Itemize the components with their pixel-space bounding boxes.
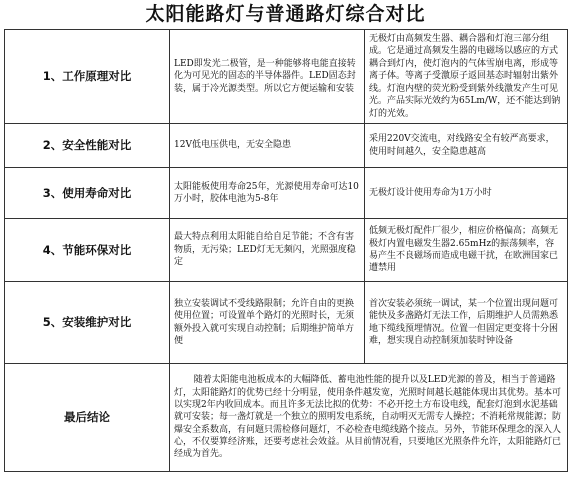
row-label: 4、节能环保对比 [5, 219, 170, 282]
row-label: 3、使用寿命对比 [5, 168, 170, 219]
solar-cell: LED即发光二极管，是一种能够将电能直接转化为可见光的固态的半导体器件。LED固态封装，属于冷光源类型。所以它方便运输和安装 [170, 30, 365, 124]
conclusion-label: 最后结论 [5, 364, 170, 472]
table-row [5, 30, 568, 124]
table-row [5, 168, 568, 219]
conclusion-row [5, 364, 568, 472]
row-label: 1、工作原理对比 [5, 30, 170, 124]
normal-cell: 低频无极灯配件厂很少，相应价格偏高；高频无极灯内置电磁发生器2.65mHz的振荡频率，容易产生不良磁场而造成电磁干扰，在欧洲国家已遭禁用 [365, 219, 568, 282]
row-label: 2、安全性能对比 [5, 124, 170, 168]
solar-cell: 太阳能板使用寿命25年，光源使用寿命可达10万小时，胶体电池为5-8年 [170, 168, 365, 219]
table-row [5, 219, 568, 282]
page-title: 太阳能路灯与普通路灯综合对比 [145, 3, 426, 25]
normal-cell: 无极灯由高频发生器、耦合器和灯泡三部分组成。它是通过高频发生器的电磁场以感应的方式耦合到灯内，使灯泡内的气体雪崩电离，形成等离子体。等离子受激原子返回基态时辐射出紫外线。灯泡内壁的荧光粉受到紫外线激发产生可见光。产品实际光效约为65Lm/W，还不能达到钠灯的光效。 [365, 30, 568, 124]
normal-cell: 无极灯设计使用寿命为1万小时 [365, 168, 568, 219]
solar-cell: 12V低电压供电，无安全隐患 [170, 124, 365, 168]
conclusion-text: 随着太阳能电池板成本的大幅降低、蓄电池性能的提升以及LED光源的普及，相当于普通路灯，太阳能路灯的优势已经十分明显，使用条件越发宽，光照时间越长越能体现出其优势。基本可以实现2年内收回成本。而且许多无法比拟的优势：不必开挖土方布设电线，配套灯泡到水泥基础就可安装；每一盏灯就是一个独立的照明发电系统，自动明灭无需专人操控；不消耗常规能源；防爆安全系数高，有问题只需检修问题灯，不必检查电缆线路个接点。另外，节能环保理念的深入人心，不仅要算经济账，还要考虑社会效益。从目前情况看，只要地区光照条件允许，太阳能路灯已经成为首先。 [170, 364, 568, 472]
comparison-table [4, 29, 568, 472]
normal-cell: 首次安装必须统一调试，某一个位置出现问题可能快及多盏路灯无法工作，后期维护人员需熟悉地下缆线预埋情况。位置一但固定更变将十分困难，想实现自动控制须加装时钟设备 [365, 282, 568, 364]
row-label: 5、安装维护对比 [5, 282, 170, 364]
table-row [5, 282, 568, 364]
solar-cell: 最大特点利用太阳能自给自足节能；不含有害物质，无污染；LED灯无无频闪，光照强度稳定 [170, 219, 365, 282]
normal-cell: 采用220V交流电，对线路安全有较严高要求，使用时间越久，安全隐患越高 [365, 124, 568, 168]
table-row [5, 124, 568, 168]
solar-cell: 独立安装调试不受线路限制；允许自由的更换使用位置；可设置单个路灯的光照时长，无须额外投入就可实现自动控制；后期维护简单方便 [170, 282, 365, 364]
